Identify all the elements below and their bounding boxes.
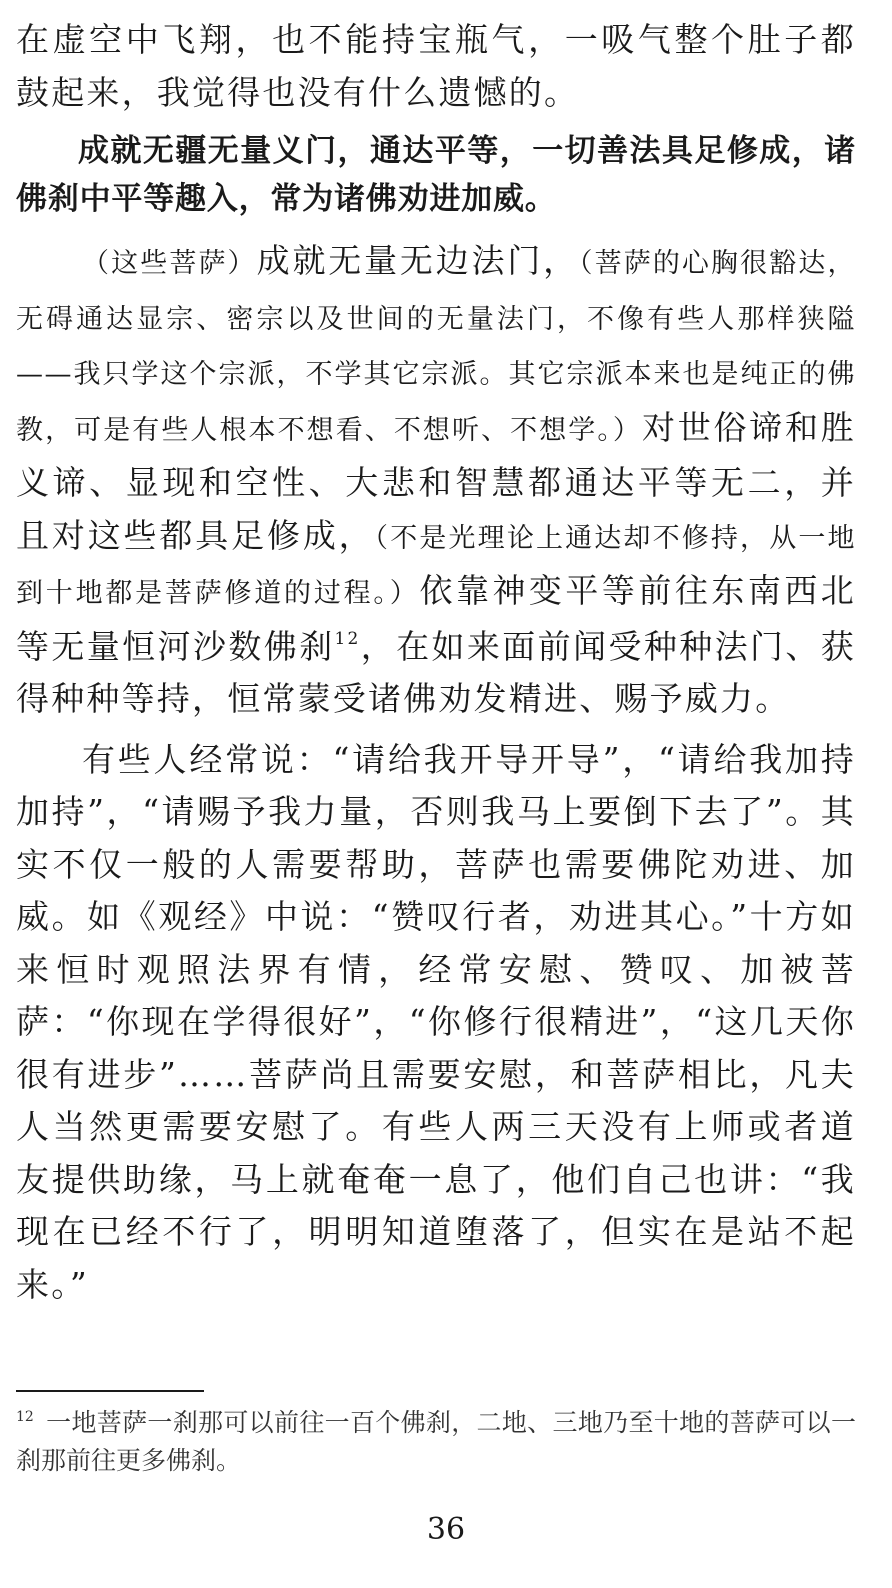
page-number: 36 <box>426 1512 466 1547</box>
commentary-note: （不是光理论上通达却不修持，从一地到十地都是菩萨修道的过程。） <box>16 522 857 609</box>
footnote <box>16 1404 856 1480</box>
footnote-divider <box>16 1390 204 1392</box>
commentary-paragraph <box>16 235 856 726</box>
body-text <box>16 14 856 1311</box>
commentary-note: （这些菩萨） <box>82 248 257 279</box>
commentary-text: 对世俗谛和胜义谛、显现和空性、大悲和智慧都通达平等无二，并且对这些都具足修成， <box>16 407 857 555</box>
paragraph-3: 有些人经常说：“请给我开导开导”，“请给我加持加持”，“请赐予我力量，否则我马上要倒下去了”。其实不仅一般的人需要帮助，菩萨也需要佛陀劝进、加威。如《观经》中说：“赞叹行者，劝进其心。”十方如来恒时观照法界有情，经常安慰、赞叹、加被菩萨：“你现在学得很好”，“你修行很精进”，“这几天你很有进步”……菩萨尚且需要安慰，和菩萨相比，凡夫人当然更需要安慰了。有些人两三天没有上师或者道友提供助缘，马上就奄奄一息了，他们自己也讲：“我现在已经不行了，明明知道堕落了，但实在是站不起来。” <box>16 739 856 1304</box>
footnote-reference[interactable]: 12 <box>334 628 361 649</box>
commentary-text: ，在如来面前闻受种种法门、获得种种等持，恒常蒙受诸佛劝发精进、赐予威力。 <box>16 626 856 718</box>
commentary-text: 成就无量无边法门， <box>256 241 579 280</box>
footnote-number: 12 <box>16 1409 34 1425</box>
footnote-text: 一地菩萨一刹那可以前往一百个佛刹，二地、三地乃至十地的菩萨可以一刹那前往更多佛刹。 <box>16 1408 856 1475</box>
verse-paragraph: 成就无疆无量义门，通达平等，一切善法具足修成，诸佛刹中平等趣入，常为诸佛劝进加威。 <box>16 133 856 217</box>
commentary-note: （菩萨的心胸很豁达，无碍通达显宗、密宗以及世间的无量法门，不像有些人那样狭隘——我只学这个宗派，不学其它宗派。其它宗派本来也是纯正的佛教，可是有些人根本不想看、不想听、不想学。） <box>16 248 856 446</box>
paragraph-continued: 在虚空中飞翔，也不能持宝瓶气，一吸气整个肚子都鼓起来，我觉得也没有什么遗憾的。 <box>16 20 856 112</box>
commentary-text: 依靠神变平等前往东南西北等无量恒河沙数佛刹 <box>16 571 857 666</box>
